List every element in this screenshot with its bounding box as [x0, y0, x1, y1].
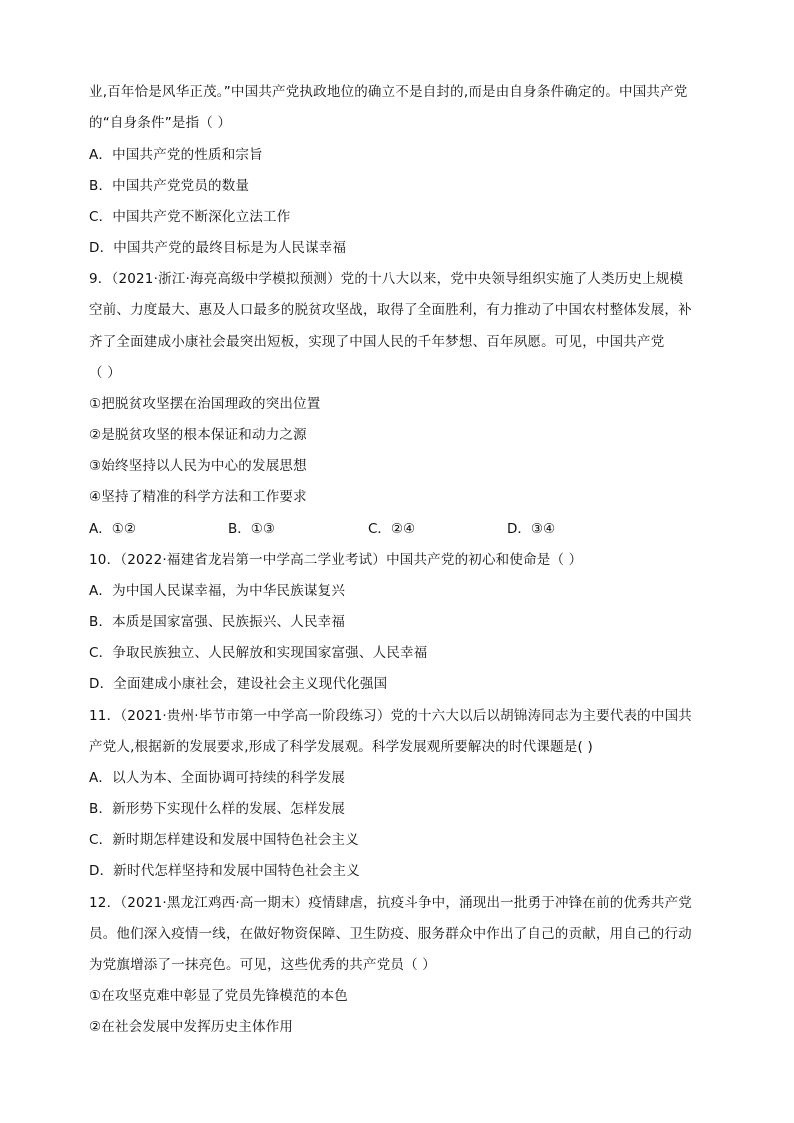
q12-statement-2: ②在社会发展中发挥历史主体作用	[89, 1019, 294, 1035]
q9-option-c: C．②④	[368, 521, 416, 537]
q12-stem-line-3: 为党旗增添了一抹亮色。可见，这些优秀的共产党员（ ）	[89, 957, 436, 973]
q11-option-c: C．新时期怎样建设和发展中国特色社会主义	[89, 832, 359, 848]
q11-stem-line-2: 产党人,根据新的发展要求,形成了科学发展观。科学发展观所要解决的时代课题是( )	[89, 739, 593, 755]
q8-option-c: C．中国共产党不断深化立法工作	[89, 209, 291, 225]
q9-statement-4: ④坚持了精准的科学方法和工作要求	[89, 489, 307, 505]
q8-option-d: D．中国共产党的最终目标是为人民谋幸福	[89, 240, 347, 256]
q11-option-a: A．以人为本、全面协调可持续的科学发展	[89, 770, 346, 786]
q8-option-a: A．中国共产党的性质和宗旨	[89, 147, 263, 163]
q8-stem-line-2: 的“自身条件”是指（ ）	[89, 115, 232, 131]
q10-option-d: D．全面建成小康社会，建设社会主义现代化强国	[89, 676, 388, 692]
q8-stem-line-1: 业,百年恰是风华正茂。”中国共产党执政地位的确立不是自封的,而是由自身条件确定的。中国共产党	[89, 84, 688, 100]
q9-options-row	[89, 520, 709, 538]
q9-statement-3: ③始终坚持以人民为中心的发展思想	[89, 458, 307, 474]
q10-option-a: A．为中国人民谋幸福，为中华民族谋复兴	[89, 583, 346, 599]
q11-stem-line-1: 11．（2021·贵州·毕节市第一中学高一阶段练习）党的十六大以后以胡锦涛同志为主要代表的中国共	[89, 708, 692, 724]
q10-option-c: C．争取民族独立、人民解放和实现国家富强、人民幸福	[89, 645, 428, 661]
q9-option-b: B．①③	[228, 521, 275, 537]
q9-option-d: D．③④	[507, 521, 556, 537]
q11-option-b: B．新形势下实现什么样的发展、怎样发展	[89, 801, 346, 817]
q9-statement-2: ②是脱贫攻坚的根本保证和动力之源	[89, 427, 307, 443]
q9-stem-line-1: 9．（2021·浙江·海亮高级中学模拟预测）党的十八大以来，党中央领导组织实施了人类历史上规模	[89, 271, 684, 287]
q9-option-a: A．①②	[89, 521, 136, 537]
q12-stem-line-1: 12．（2021·黑龙江鸡西·高一期末）疫情肆虐，抗疫斗争中，涌现出一批勇于冲锋在前的优秀共产党	[89, 895, 692, 911]
q12-statement-1: ①在攻坚克难中彰显了党员先锋模范的本色	[89, 988, 348, 1004]
q10-option-b: B．本质是国家富强、民族振兴、人民幸福	[89, 614, 346, 630]
q8-option-b: B．中国共产党党员的数量	[89, 178, 250, 194]
q9-stem-line-4: （ ）	[89, 365, 121, 381]
q11-option-d: D．新时代怎样坚持和发展中国特色社会主义	[89, 863, 360, 879]
q12-stem-line-2: 员。他们深入疫情一线，在做好物资保障、卫生防疫、服务群众中作出了自己的贡献，用自己的行动	[89, 926, 692, 942]
q10-stem-line-1: 10．（2022·福建省龙岩第一中学高二学业考试）中国共产党的初心和使命是（ ）	[89, 552, 583, 568]
q9-statement-1: ①把脱贫攻坚摆在治国理政的突出位置	[89, 396, 321, 412]
q9-stem-line-3: 齐了全面建成小康社会最突出短板，实现了中国人民的千年梦想、百年夙愿。可见，中国共产党	[89, 334, 665, 350]
q9-stem-line-2: 空前、力度最大、惠及人口最多的脱贫攻坚战，取得了全面胜利，有力推动了中国农村整体发展，补	[89, 302, 692, 318]
